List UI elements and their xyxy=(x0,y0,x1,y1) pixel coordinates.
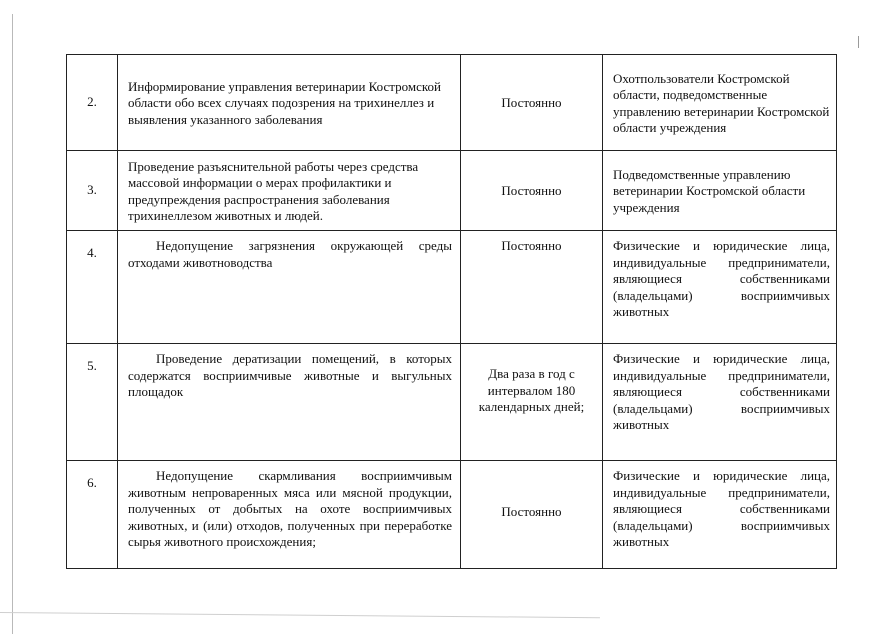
measure-term: Постоянно xyxy=(461,55,603,151)
measure-description: Информирование управления ветеринарии Костромской области обо всех случаях подозрения на трихинеллез и выявления указанного заболевания xyxy=(118,55,461,151)
scan-mark-top-right xyxy=(858,36,859,48)
measure-executors: Физические и юридические лица, индивидуальные предприниматели, являющиеся собственниками (владельцами) восприимчивых животных xyxy=(603,231,837,344)
measure-executors: Подведомственные управлению ветеринарии Костромской области учреждения xyxy=(603,151,837,231)
row-number: 5. xyxy=(67,344,118,461)
row-number: 2. xyxy=(67,55,118,151)
table-row xyxy=(67,151,837,231)
measure-executors: Охотпользователи Костромской области, подведомственные управлению ветеринарии Костромской области учреждения xyxy=(603,55,837,151)
measure-term: Два раза в год с интервалом 180 календарных дней; xyxy=(461,344,603,461)
measure-description: Проведение разъяснительной работы через средства массовой информации о мерах профилактики и предупреждения распространения заболевания трихинеллезом животных и людей. xyxy=(118,151,461,231)
measures-table xyxy=(66,54,837,569)
measure-executors: Физические и юридические лица, индивидуальные предприниматели, являющиеся собственниками (владельцами) восприимчивых животных xyxy=(603,344,837,461)
measure-term: Постоянно xyxy=(461,461,603,569)
measure-description: Проведение дератизации помещений, в которых содержатся восприимчивые животные и выгульных площадок xyxy=(118,344,461,461)
measure-executors: Физические и юридические лица, индивидуальные предприниматели, являющиеся собственниками (владельцами) восприимчивых животных xyxy=(603,461,837,569)
scan-edge-left xyxy=(12,14,13,634)
scan-edge-bottom xyxy=(0,612,600,618)
row-number: 6. xyxy=(67,461,118,569)
measure-description: Недопущение скармливания восприимчивым животным непроваренных мяса или мясной продукции, полученных от добытых на охоте восприимчивых животных, и (или) отходов, полученных при переработке сырья животного происхождения; xyxy=(118,461,461,569)
row-number: 3. xyxy=(67,151,118,231)
table-row xyxy=(67,231,837,344)
measure-term: Постоянно xyxy=(461,231,603,344)
measure-description: Недопущение загрязнения окружающей среды отходами животноводства xyxy=(118,231,461,344)
table-row xyxy=(67,55,837,151)
table-row xyxy=(67,461,837,569)
table-row xyxy=(67,344,837,461)
measure-term: Постоянно xyxy=(461,151,603,231)
row-number: 4. xyxy=(67,231,118,344)
